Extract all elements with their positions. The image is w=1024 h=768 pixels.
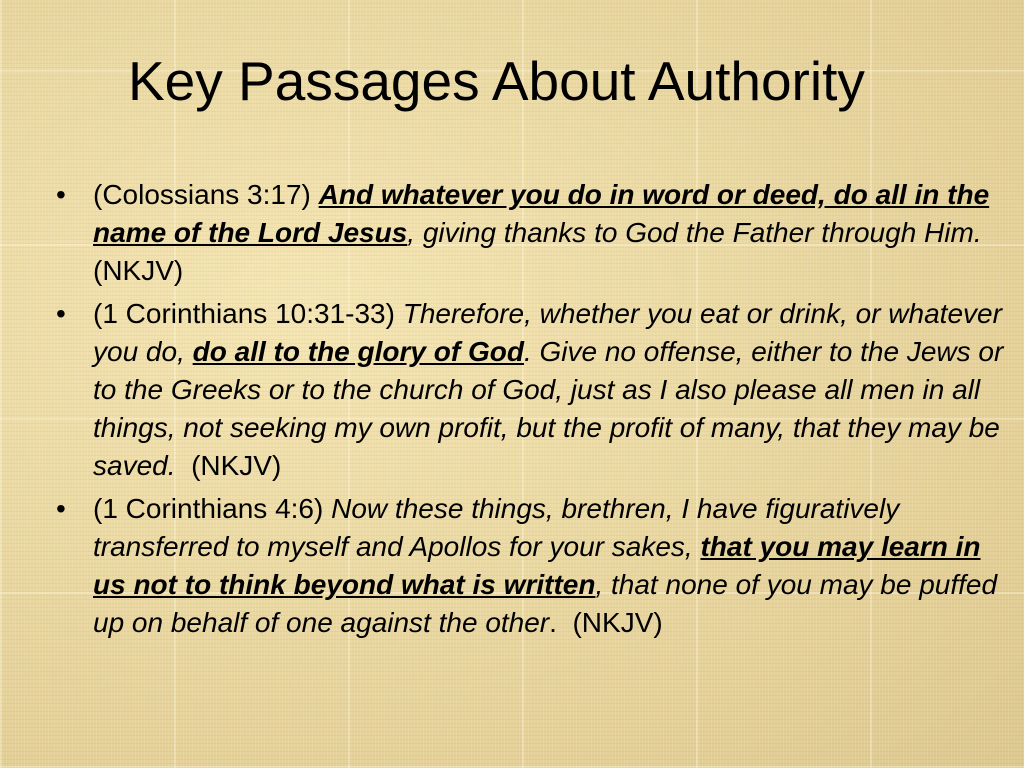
passage-emphasis: that you may learn in us not to think beyond what is written xyxy=(93,531,981,600)
passage-version: (NKJV) xyxy=(191,449,282,481)
passage-emphasis: And whatever you do in word or deed, do all in the name of the Lord Jesus xyxy=(93,179,990,248)
passage-1-corinthians-4-6 xyxy=(52,490,1004,641)
passage-reference: (Colossians 3:17) xyxy=(93,179,311,210)
passage-version: (NKJV) xyxy=(572,606,663,638)
passage-reference: (1 Corinthians 10:31-33) xyxy=(93,298,395,330)
passage-colossians-3-17 xyxy=(52,176,1004,289)
bullet-icon: • xyxy=(56,493,66,525)
slide-title: Key Passages About Authority xyxy=(128,50,865,112)
passage-emphasis: do all to the glory of God xyxy=(192,336,524,368)
bullet-icon: • xyxy=(56,179,66,210)
passage-version: (NKJV) xyxy=(93,254,184,286)
passage-list xyxy=(52,176,1004,648)
passage-reference: (1 Corinthians 4:6) xyxy=(93,493,324,525)
bullet-icon: • xyxy=(56,298,66,330)
passage-text: Therefore, whether you eat or drink, or whatever you do, xyxy=(93,298,1002,368)
passage-1-corinthians-10-31-33 xyxy=(52,295,1004,484)
passage-text-continued: , that none of you may be puffed up on behalf of one against the other xyxy=(93,568,998,638)
passage-text: Now these things, brethren, I have figuratively transferred to myself and Apollos for your sakes, xyxy=(93,493,900,563)
passage-text: , giving thanks to God the Father through Him. xyxy=(407,216,982,248)
passage-period: . xyxy=(549,606,557,638)
passage-text-continued: . Give no offense, either to the Jews or to the Greeks or to the church of God, just as I also please all men in all things, not seeking my own profit, but the profit of many, that they may be saved. xyxy=(93,336,1004,481)
